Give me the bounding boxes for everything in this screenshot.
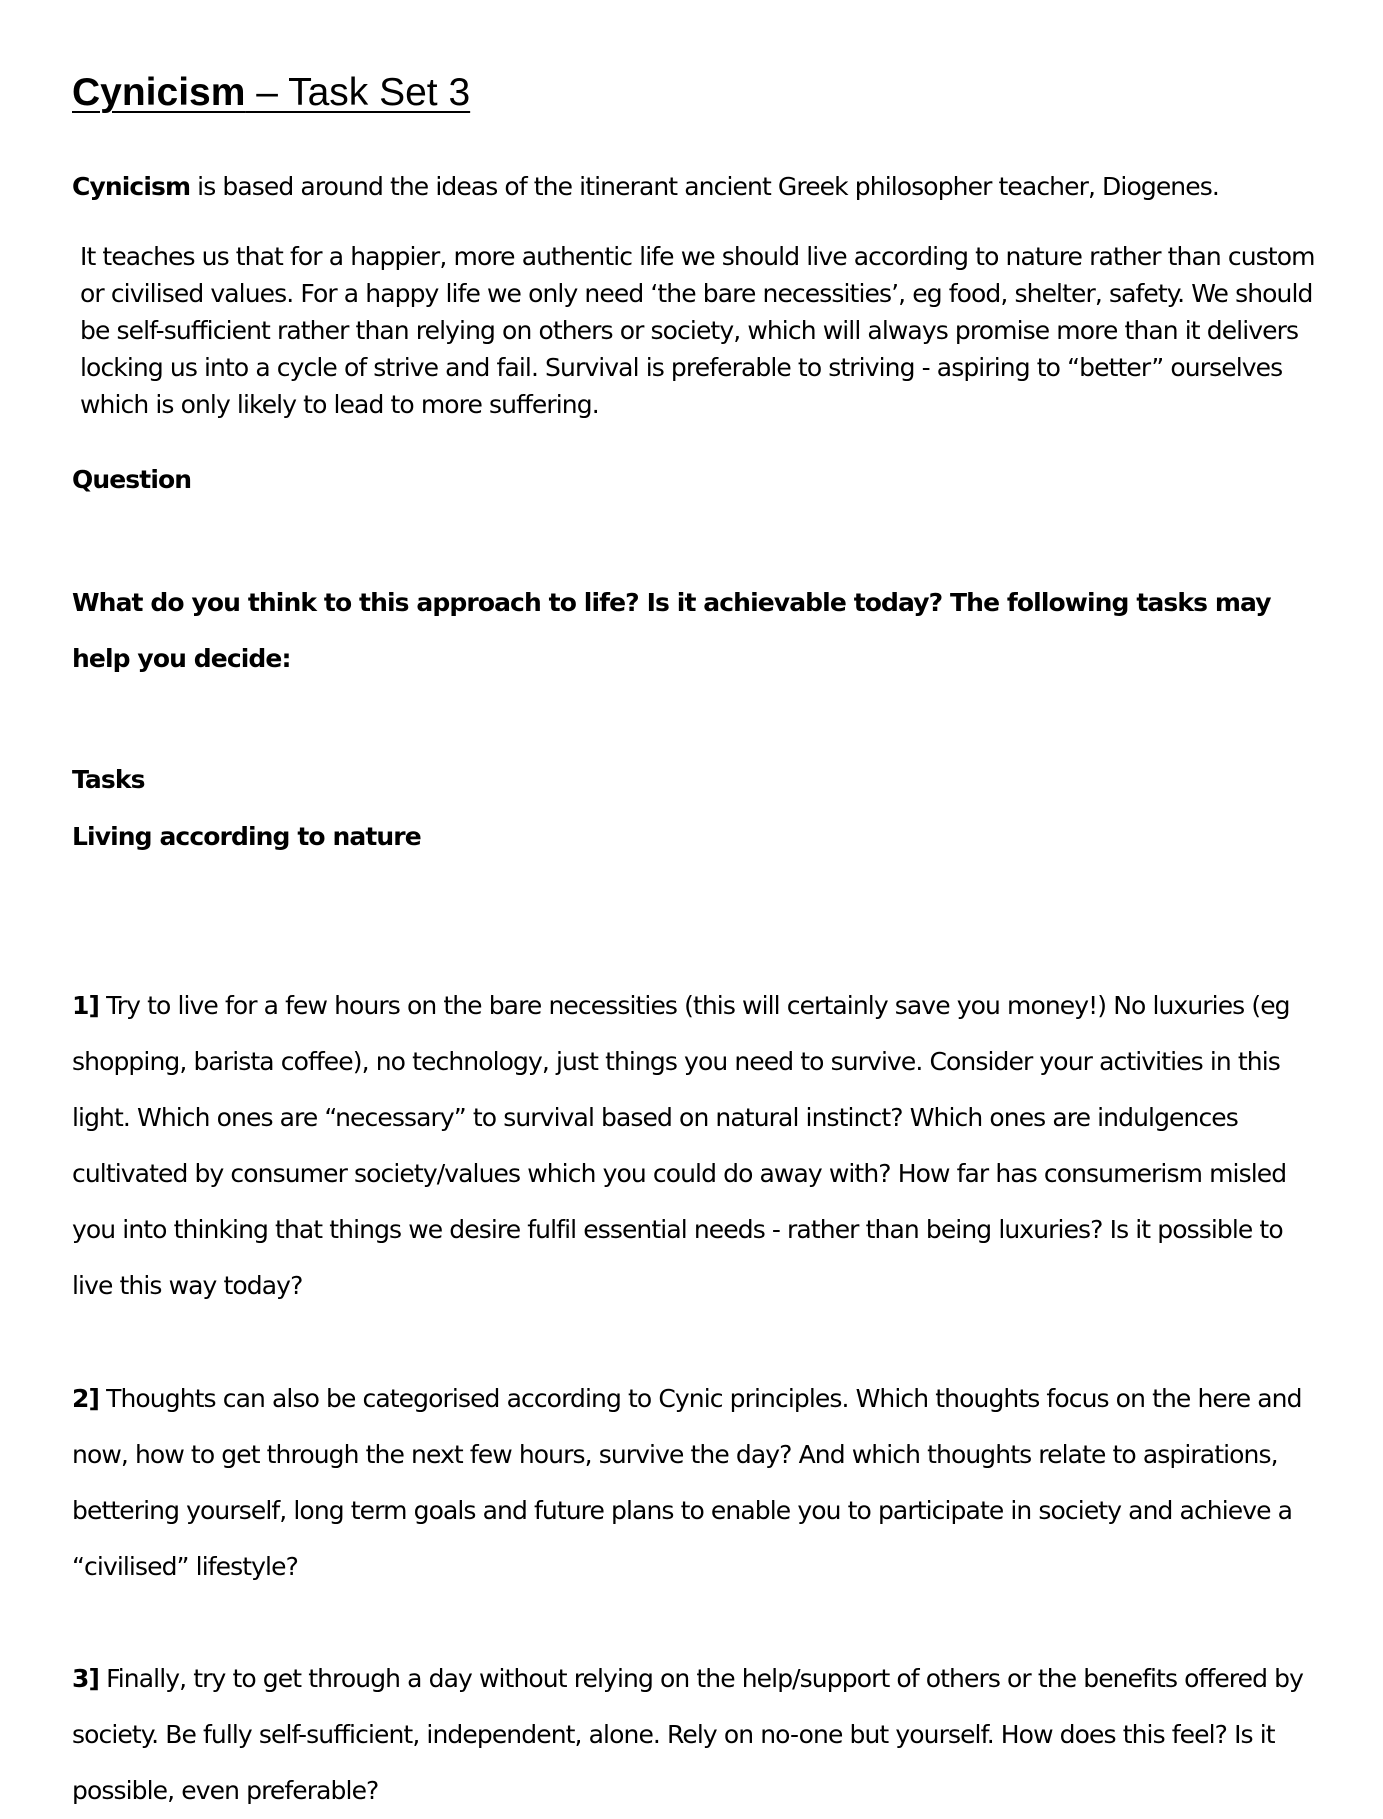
description-paragraph: It teaches us that for a happier, more authentic life we should live according to nature rather than custom or civilised values. For a happy life we only need ‘the bare necessities’, eg food, shelter, safety. We should be self-sufficient rather than relying on others or society, which will always promise more than it delivers locking us into a cycle of strive and fail. Survival is preferable to striving - aspiring to “better” ourselves which is only likely to lead to more suffering. (80, 242, 1315, 419)
tasks-heading: Tasks (72, 765, 145, 794)
task-text: Thoughts can also be categorised according to Cynic principles. Which thoughts focus on the here and now, how to get through the next few hours, survive the day? And which thoughts relate to aspirations, bettering yourself, long term goals and future plans to enable you to participate in society and achieve a “civilised” lifestyle? (72, 1384, 1302, 1581)
task-number: 1] (72, 991, 100, 1020)
task-text: Try to live for a few hours on the bare necessities (this will certainly save you money!) No luxuries (eg shopping, barista coffee), no technology, just things you need to survive. Consider your activities in this light. Which ones are “necessary” to survival based on natural instinct? Which ones are indulgences cultivated by consumer society/values which you could do away with? How far has consumerism misled you into thinking that things we desire fulfil essential needs - rather than being luxuries? Is it possible to live this way today? (72, 991, 1290, 1300)
intro-paragraph (72, 170, 1219, 204)
intro-bold-term: Cynicism (72, 172, 191, 201)
task-item-3 (72, 1651, 1322, 1819)
intro-rest: is based around the ideas of the itinerant ancient Greek philosopher teacher, Diogenes. (190, 172, 1219, 201)
document-page (72, 70, 1322, 1805)
title-bold-part: Cynicism (72, 71, 246, 114)
question-text: What do you think to this approach to life? Is it achievable today? The following tasks may help you decide: (72, 588, 1271, 673)
section-heading: Living according to nature (72, 822, 421, 851)
task-number: 3] (72, 1664, 100, 1693)
title-rest-part: – Task Set 3 (245, 71, 471, 114)
task-item-2 (72, 1371, 1322, 1595)
task-text: Finally, try to get through a day without relying on the help/support of others or the benefits offered by society. Be fully self-sufficient, independent, alone. Rely on no-one but yourself. How does this feel? Is it possible, even preferable? (72, 1664, 1303, 1805)
task-number: 2] (72, 1384, 100, 1413)
question-heading: Question (72, 465, 192, 494)
task-item-1 (72, 978, 1322, 1314)
document-title (72, 70, 1322, 116)
